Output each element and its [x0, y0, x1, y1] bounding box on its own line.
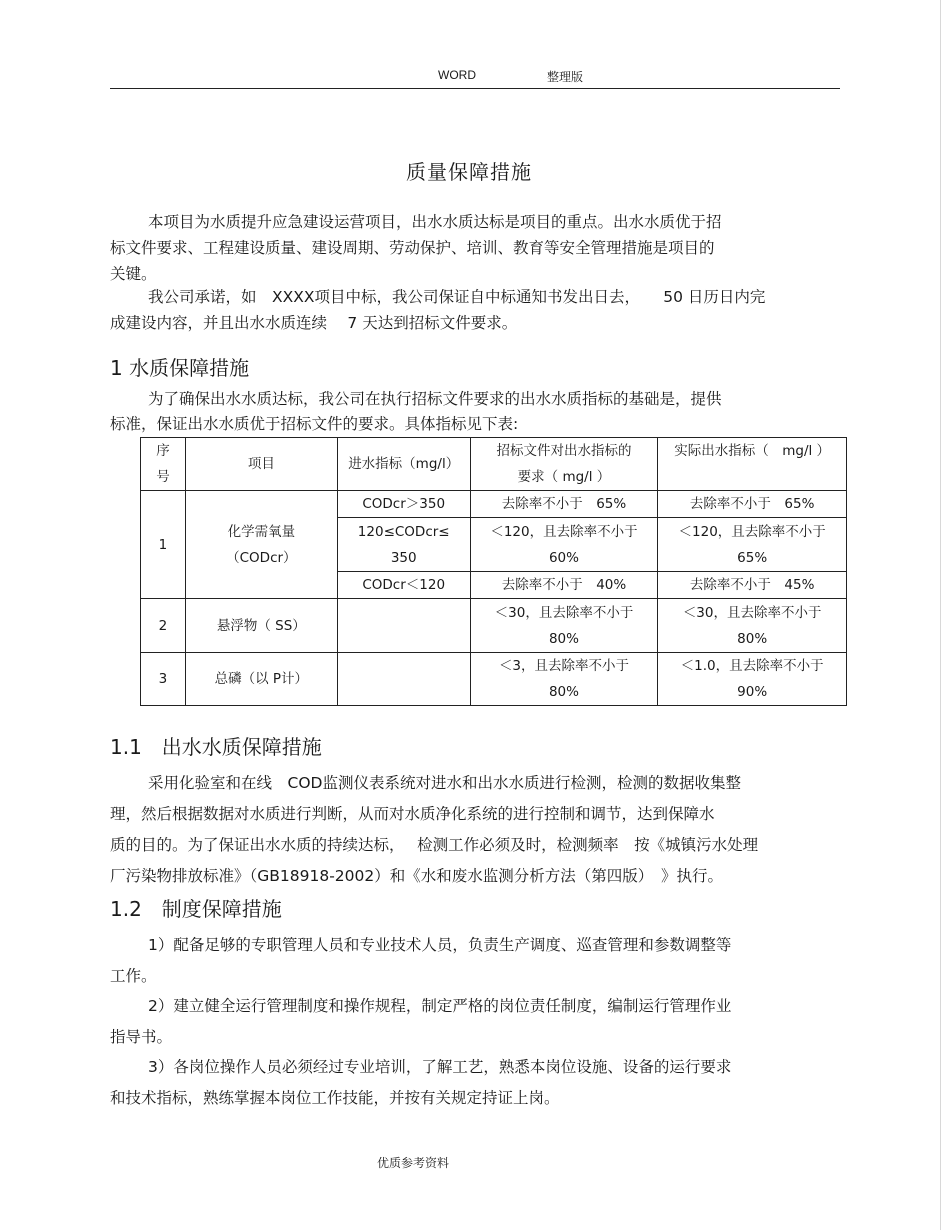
text-line: 1）配备足够的专职管理人员和专业技术人员，负责生产调度、巡查管理和参数调整等 — [148, 936, 732, 954]
table-row — [141, 599, 847, 653]
cell-inflow: 120≤CODcr≤ 350 — [337, 518, 470, 572]
section12-item-2 — [110, 991, 840, 1053]
section-heading-1: 1 水质保障措施 — [110, 356, 250, 380]
header-tender: 招标文件对出水指标的 要求（ mg/l ） — [470, 438, 658, 491]
cell-seq: 2 — [141, 599, 186, 653]
header-item: 项目 — [185, 438, 337, 491]
cell-actual: ＜30，且去除率不小于 80% — [658, 599, 847, 653]
section12-item-1 — [110, 930, 840, 992]
text-line: 标文件要求、工程建设质量、建设周期、劳动保护、培训、教育等安全管理措施是项目的 — [110, 239, 715, 257]
intro-paragraph-1 — [110, 209, 840, 287]
text-line: 我公司承诺，如 XXXX项目中标，我公司保证自中标通知书发出日去， 50 日历日内完 — [148, 288, 766, 306]
table-row — [141, 653, 847, 706]
cell-tender: ＜30，且去除率不小于 80% — [470, 599, 658, 653]
cell-inflow — [337, 599, 470, 653]
section-heading-1-2: 1.2 制度保障措施 — [110, 897, 282, 921]
text-line: 标准，保证出水水质优于招标文件的要求。具体指标见下表: — [110, 415, 519, 433]
table-row — [141, 491, 847, 518]
text-line: 关键。 — [110, 265, 157, 283]
document-title: 质量保障措施 — [406, 160, 532, 184]
text-line: 为了确保出水水质达标，我公司在执行招标文件要求的出水水质指标的基础是，提供 — [148, 390, 722, 408]
text-line: 成建设内容，并且出水水质连续 7 天达到招标文件要求。 — [110, 314, 518, 332]
header-inflow: 进水指标（mg/l） — [337, 438, 470, 491]
text-line: 工作。 — [110, 967, 157, 985]
section1-paragraph — [110, 387, 840, 437]
text-line: 和技术指标，熟练掌握本岗位工作技能，并按有关规定持证上岗。 — [110, 1089, 560, 1107]
header-actual: 实际出水指标（ mg/l ） — [658, 438, 847, 491]
header-seq: 序 号 — [141, 438, 186, 491]
text-line: 本项目为水质提升应急建设运营项目，出水水质达标是项目的重点。出水水质优于招 — [148, 213, 722, 231]
text-line: 厂污染物排放标准》（GB18918-2002）和《水和废水监测分析方法（第四版） 》执行。 — [110, 867, 723, 885]
header-edition: 整理版 — [547, 70, 584, 84]
cell-tender: 去除率不小于 40% — [470, 572, 658, 599]
text-line: 理，然后根据数据对水质进行判断，从而对水质净化系统的进行控制和调节，达到保障水 — [110, 805, 715, 823]
cell-tender: ＜3，且去除率不小于 80% — [470, 653, 658, 706]
cell-tender: ＜120，且去除率不小于 60% — [470, 518, 658, 572]
cell-item: 悬浮物（ SS） — [185, 599, 337, 653]
text-line: 采用化验室和在线 COD监测仪表系统对进水和出水水质进行检测，检测的数据收集整 — [148, 774, 741, 792]
header-word: WORD — [438, 68, 476, 82]
page-header — [110, 66, 840, 89]
text-line: 2）建立健全运行管理制度和操作规程，制定严格的岗位责任制度，编制运行管理作业 — [148, 997, 732, 1015]
cell-actual: ＜120，且去除率不小于 65% — [658, 518, 847, 572]
text-line: 指导书。 — [110, 1028, 173, 1046]
cell-inflow: CODcr＞350 — [337, 491, 470, 518]
table-header-row — [141, 438, 847, 491]
cell-item: 总磷（以 P计） — [185, 653, 337, 706]
section-heading-1-1: 1.1 出水水质保障措施 — [110, 735, 322, 759]
text-line: 3）各岗位操作人员必须经过专业培训，了解工艺，熟悉本岗位设施、设备的运行要求 — [148, 1058, 732, 1076]
intro-paragraph-2 — [110, 284, 840, 336]
text-line: 质的目的。为了保证出水水质的持续达标， 检测工作必须及时，检测频率 按《城镇污水处理 — [110, 836, 759, 854]
section12-item-3 — [110, 1052, 840, 1114]
indicator-table — [140, 437, 847, 706]
page-footer: 优质参考资料 — [377, 1156, 450, 1170]
section11-paragraph — [110, 768, 840, 892]
cell-inflow: CODcr＜120 — [337, 572, 470, 599]
page-edge — [940, 0, 941, 1230]
cell-seq: 3 — [141, 653, 186, 706]
cell-actual: ＜1.0，且去除率不小于 90% — [658, 653, 847, 706]
cell-item: 化学需氧量 （CODcr） — [185, 491, 337, 599]
cell-tender: 去除率不小于 65% — [470, 491, 658, 518]
cell-actual: 去除率不小于 65% — [658, 491, 847, 518]
cell-seq: 1 — [141, 491, 186, 599]
cell-actual: 去除率不小于 45% — [658, 572, 847, 599]
cell-inflow — [337, 653, 470, 706]
